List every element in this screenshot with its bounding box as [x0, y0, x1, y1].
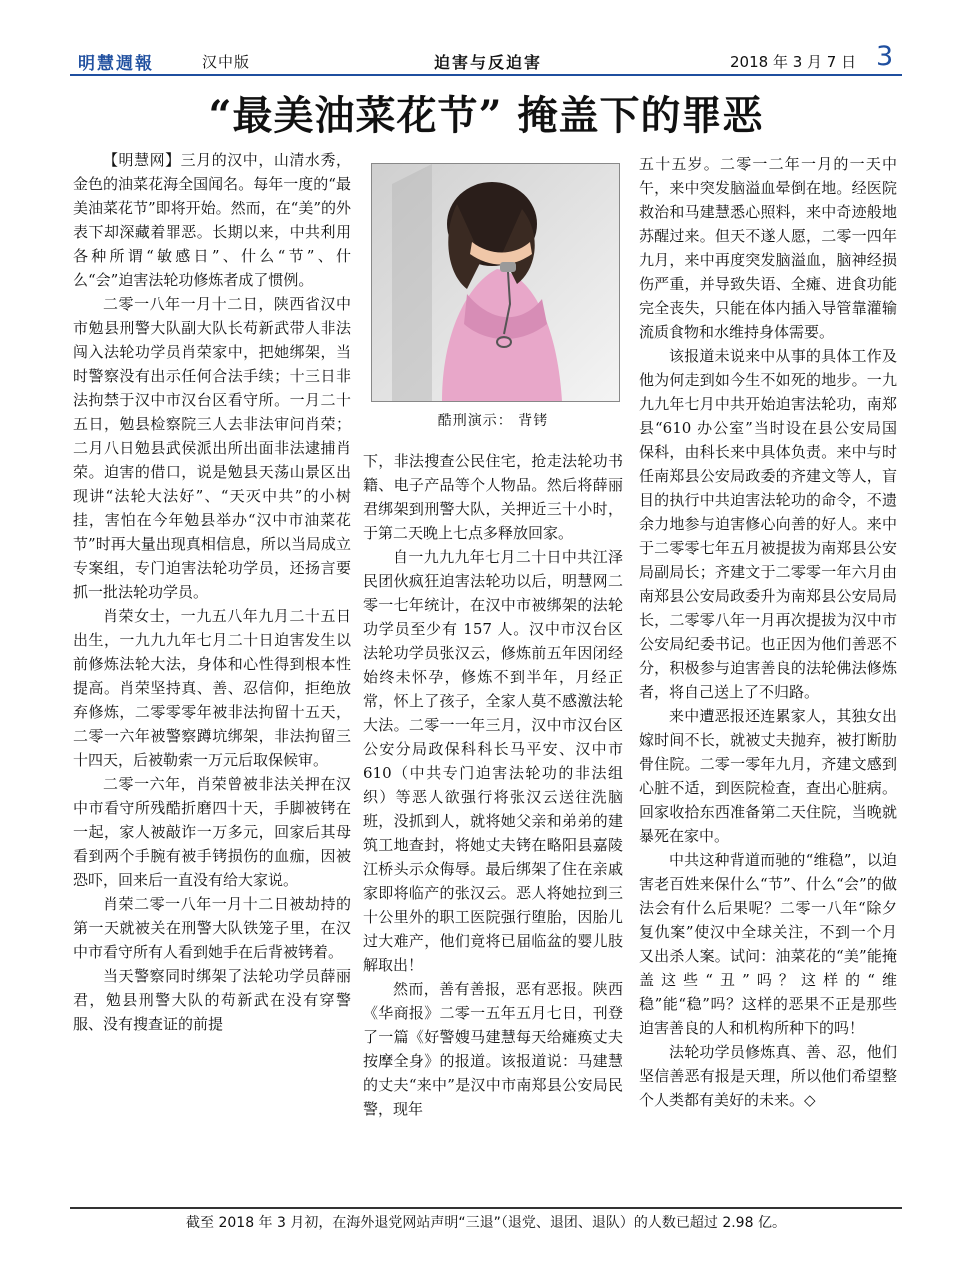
- paragraph: 该报道未说来中从事的具体工作及他为何走到如今生不如死的地步。一九九九年七月中共开始迫害法轮功，南郑县“610 办公室”当时设在县公安局国保科，由科长来中具体负责。来中与时任南郑县公安局政委的齐建文等人，盲目的执行中共迫害法轮功的命令，不遗余力地参与迫害修心向善的好人。来中于二零零七年五月被提拔为南郑县公安局副局长；齐建文于二零零一年六月由南郑县公安局政委升为南郑县公安局局长，二零零八年一月再次提拔为汉中市公安局纪委书记。也正因为他们善恶不分，积极参与迫害善良的法轮佛法修炼者，将自己送上了不归路。: [639, 347, 897, 701]
- edition-label: 汉中版: [202, 53, 251, 71]
- photo-caption: 酷刑演示： 背铐: [437, 413, 549, 429]
- torture-demonstration-photo: [371, 163, 620, 402]
- paragraph: 二零一八年一月十二日，陕西省汉中市勉县刑警大队副大队长苟新武带人非法闯入法轮功学员肖荣家中，把她绑架，当时警察没有出示任何合法手续；十三日非法拘禁于汉中市汉台区看守所。一月二十五日，勉县检察院三人去非法审问肖荣；二月八日勉县武侯派出所出面非法逮捕肖荣。迫害的借口，说是勉县天荡山景区出现讲“法轮大法好”、“天灭中共”的小树挂，害怕在今年勉县举办“汉中市油菜花节”时再大量出现真相信息，所以当局成立专案组，专门迫害法轮功学员，还扬言要抓一批法轮功学员。: [73, 295, 351, 601]
- photo-illustration: [372, 164, 619, 401]
- paragraph: 当天警察同时绑架了法轮功学员薛丽君，勉县刑警大队的苟新武在没有穿警服、没有搜查证的前提: [73, 967, 351, 1033]
- article-column-3: [639, 152, 897, 1112]
- paragraph: 肖荣女士，一九五八年九月二十五日出生，一九九九年七月二十日迫害发生以前修炼法轮大法，身体和心性得到根本性提高。肖荣坚持真、善、忍信仰，拒绝放弃修炼，二零零零年被非法拘留十五天，二零一六年被警察蹲坑绑架，非法拘留三十四天，后被勒索一万元后取保候审。: [73, 607, 351, 769]
- masthead: 明慧週報: [78, 54, 154, 74]
- paragraph: 【明慧网】三月的汉中，山清水秀，金色的油菜花海全国闻名。每年一度的“最美油菜花节”即将开始。然而，在“美”的外表下却深藏着罪恶。长期以来，中共利用各种所谓“敏感日”、什么“节”、什么“会”迫害法轮功修炼者成了惯例。: [73, 151, 352, 289]
- paragraph: 肖荣二零一八年一月十二日被劫持的第一天就被关在刑警大队铁笼子里，在汉中市看守所有人看到她手在后背被铐着。: [73, 895, 351, 961]
- page-header: [70, 41, 902, 75]
- paragraph: 自一九九九年七月二十日中共江泽民团伙疯狂迫害法轮功以后，明慧网二零一七年统计，在汉中市被绑架的法轮功学员至少有 157 人。汉中市汉台区法轮功学员张汉云，修炼前五年因闭经始终未怀孕，修炼不到半年，月经正常，怀上了孩子，全家人莫不感激法轮大法。二零一一年三月，汉中市汉台区公安分局政保科科长马平安、汉中市 610（中共专门迫害法轮功的非法组织）等恶人欲强行将张汉云送往洗脑班，没抓到人，就将她父亲和弟弟的建筑工地查封，将她丈夫铐在略阳县嘉陵江桥头示众侮辱。最后绑架了住在亲戚家即将临产的张汉云。恶人将她拉到三十公里外的职工医院强行堕胎，因胎儿过大难产，他们竟将已届临盆的婴儿肢解取出！: [363, 548, 623, 974]
- paragraph: 中共这种背道而驰的“维稳”，以迫害老百姓来保什么“节”、什么“会”的做法会有什么后果呢？二零一八年“除夕复仇案”使汉中全球关注，不到一个月又出杀人案。试问：油菜花的“美”能掩盖这些“丑”吗？这样的“维稳”能“稳”吗？这样的恶果不正是那些迫害善良的人和机构所种下的吗！: [639, 851, 897, 1037]
- paragraph: 下，非法搜查公民住宅，抢走法轮功书籍、电子产品等个人物品。然后将薛丽君绑架到刑警大队，关押近三十小时，于第二天晚上七点多释放回家。: [363, 452, 623, 542]
- section-title: 迫害与反迫害: [434, 53, 543, 72]
- paragraph: 然而，善有善报，恶有恶报。陕西《华商报》二零一五年五月七日，刊登了一篇《好警嫂马建慧每天给瘫痪丈夫按摩全身》的报道。该报道说：马建慧的丈夫“来中”是汉中市南郑县公安局民警，现年: [363, 980, 623, 1118]
- paragraph: 来中遭恶报还连累家人，其独女出嫁时间不长，就被丈夫抛弃，被打断肋骨住院。二零一零年九月，齐建文感到心脏不适，到医院检查，查出心脏病。回家收拾东西准备第二天住院，当晚就暴死在家中。: [639, 707, 897, 845]
- issue-date: 2018 年 3 月 7 日: [730, 53, 857, 71]
- page-number: 3: [876, 41, 894, 72]
- paragraph: 五十五岁。二零一二年一月的一天中午，来中突发脑溢血晕倒在地。经医院救治和马建慧悉心照料，来中奇迹般地苏醒过来。但天不遂人愿，二零一四年九月，来中再度突发脑溢血，脑神经损伤严重，并导致失语、全瘫、进食功能完全丧失，只能在体内插入导管靠灌输流质食物和水维持身体需要。: [639, 155, 897, 341]
- footer-rule: [70, 1207, 902, 1209]
- article-title: “最美油菜花节” 掩盖下的罪恶: [208, 92, 764, 139]
- header-rule: [70, 74, 902, 76]
- paragraph: 法轮功学员修炼真、善、忍，他们坚信善恶有报是天理，所以他们希望整个人类都有美好的未来。◇: [639, 1043, 897, 1109]
- paragraph: 二零一六年，肖荣曾被非法关押在汉中市看守所残酷折磨四十天，手脚被铐在一起，家人被敲诈一万多元，回家后其母看到两个手腕有被手铐损伤的血痂，因被恐吓，回来后一直没有给大家说。: [73, 775, 351, 889]
- article-column-1: [73, 148, 351, 1036]
- article-column-2: [363, 449, 623, 1121]
- footer-notice: 截至 2018 年 3 月初，在海外退党网站声明“三退”（退党、退团、退队）的人数已超过 2.98 亿。: [186, 1215, 786, 1231]
